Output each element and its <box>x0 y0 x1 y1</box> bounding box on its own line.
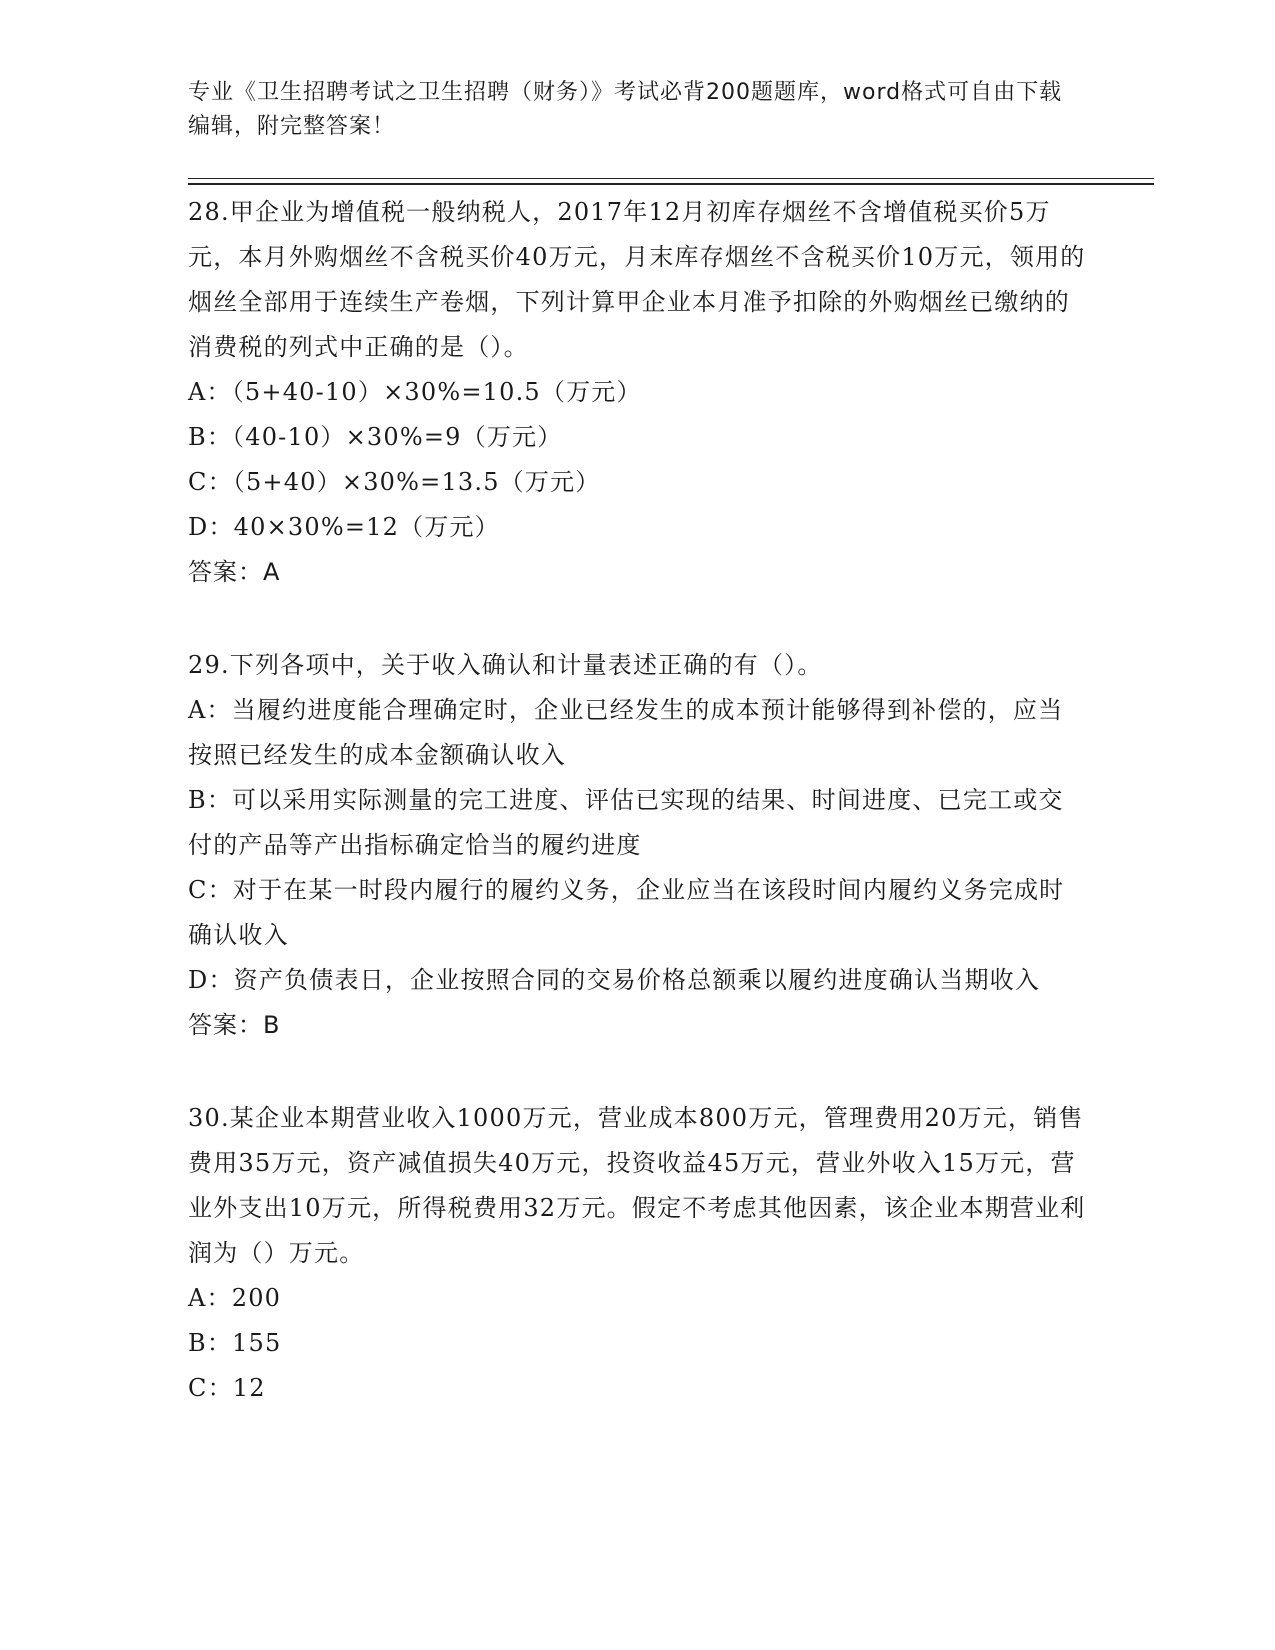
answer: 答案：B <box>188 1011 281 1039</box>
question-text: 29.下列各项中，关于收入确认和计量表述正确的有（）。 <box>188 651 823 679</box>
option-b: B：可以采用实际测量的完工进度、评估已实现的结果、时间进度、已完工或交付的产品等产出指标确定恰当的履约进度 <box>188 786 1064 859</box>
option-d: D：资产负债表日，企业按照合同的交易价格总额乘以履约进度确认当期收入 <box>188 966 1041 994</box>
question-text: 28.甲企业为增值税一般纳税人，2017年12月初库存烟丝不含增值税买价5万元，本月外购烟丝不含税买价40万元，月末库存烟丝不含税买价10万元，领用的烟丝全部用于连续生产卷烟，下列计算甲企业本月准予扣除的外购烟丝已缴纳的消费税的列式中正确的是（）。 <box>188 198 1086 361</box>
option-a: A：（5+40-10）×30%=10.5（万元） <box>188 378 642 406</box>
answer: 答案：A <box>188 558 281 586</box>
header-divider <box>188 178 1154 179</box>
question-28 <box>188 190 1088 595</box>
option-b: B：155 <box>188 1329 282 1357</box>
header-divider-thick <box>188 183 1154 185</box>
document-header: 专业《卫生招聘考试之卫生招聘（财务）》考试必背200题题库，word格式可自由下载编辑，附完整答案！ <box>188 80 1063 139</box>
question-29 <box>188 643 1088 1048</box>
option-b: B：（40-10）×30%=9（万元） <box>188 423 563 451</box>
question-text: 30.某企业本期营业收入1000万元，营业成本800万元，管理费用20万元，销售费用35万元，资产减值损失40万元，投资收益45万元，营业外收入15万元，营业外支出10万元，所得税费用32万元。假定不考虑其他因素，该企业本期营业利润为（）万元。 <box>188 1104 1086 1267</box>
option-c: C：对于在某一时段内履行的履约义务，企业应当在该段时间内履约义务完成时确认收入 <box>188 876 1065 949</box>
option-c: C：（5+40）×30%=13.5（万元） <box>188 468 601 496</box>
option-d: D：40×30%=12（万元） <box>188 513 500 541</box>
option-a: A：200 <box>188 1284 282 1312</box>
question-list <box>188 190 1088 1459</box>
option-a: A：当履约进度能合理确定时，企业已经发生的成本预计能够得到补偿的，应当按照已经发生的成本金额确认收入 <box>188 696 1064 769</box>
question-30 <box>188 1096 1088 1411</box>
option-c: C：12 <box>188 1374 266 1402</box>
